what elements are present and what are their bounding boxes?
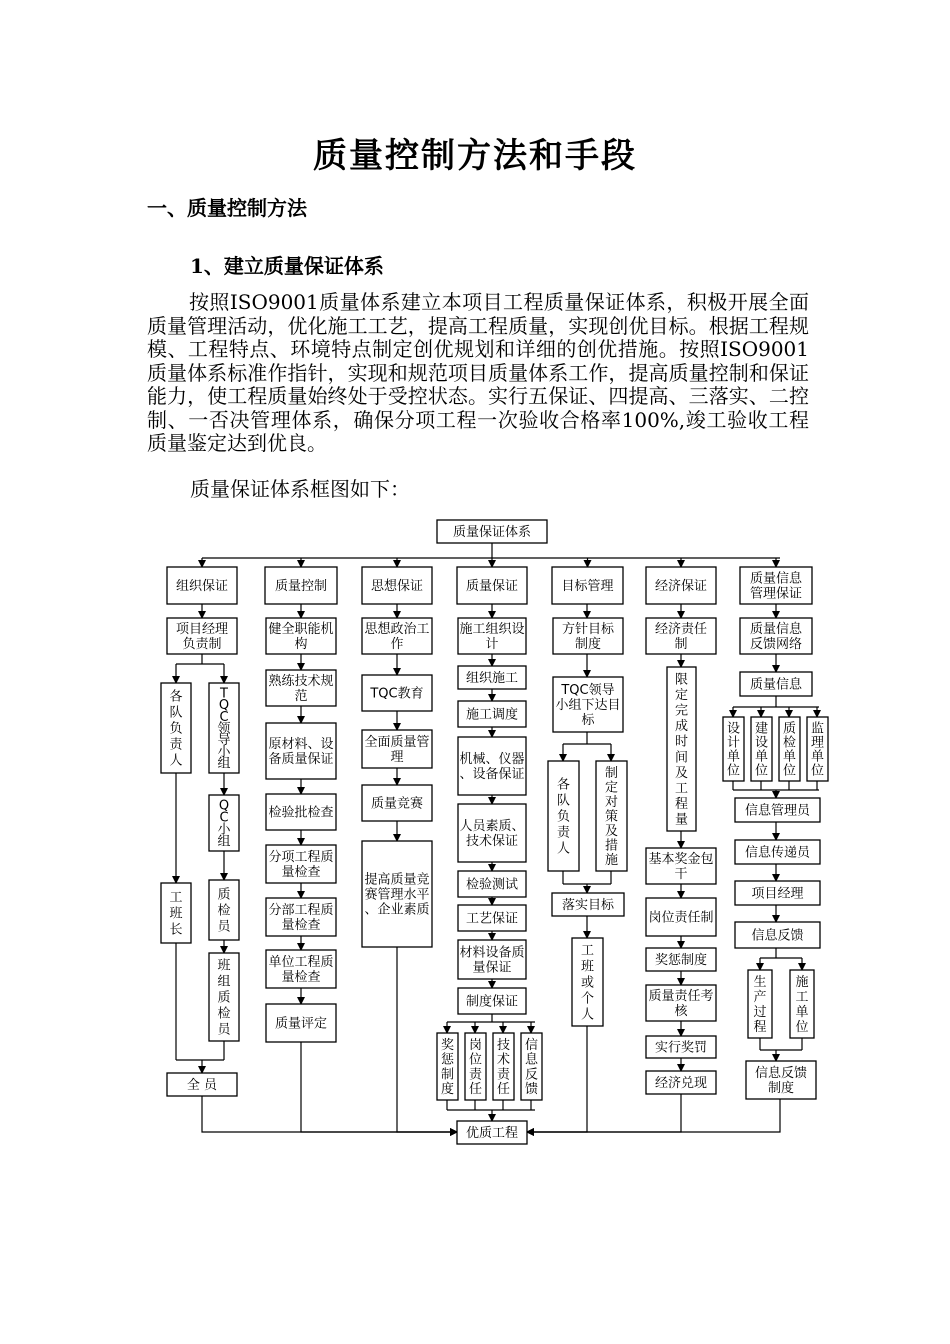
- col1-right3: [209, 880, 239, 940]
- col2-box2-label: 熟练技术规范: [268, 674, 334, 704]
- col6-box6: [646, 1036, 716, 1058]
- col3-head: [362, 567, 432, 604]
- col4-box3-label: 施工调度: [465, 707, 519, 723]
- col6-vertical: [667, 667, 696, 831]
- col6-box7-label: 经济兑现: [654, 1076, 708, 1091]
- col6-head: [646, 567, 716, 604]
- col4-box2: [458, 666, 526, 689]
- col4-box1-label: 施工组织设计: [459, 622, 525, 652]
- col5-left: [548, 761, 579, 871]
- col4-sub2-label: 岗位责任: [468, 1037, 483, 1098]
- body-paragraph: 按照ISO9001质量体系建立本项目工程质量保证体系，积极开展全面质量管理活动，优化施工工艺，提高工程质量，实现创优目标。根据工程规模、工程特点、环境特点制定创优规划和详细的创优措施。按照ISO9001质量体系标准作指针，实现和规范项目质量体系工作，提高质量控制和保证能力，使工程质量始终处于受控状态。实行五保证、四提高、三落实、二控制、一否决管理体系，确保分项工程一次验收合格率100%,竣工验收工程质量鉴定达到优良。: [147, 290, 809, 455]
- col1-head: [167, 567, 237, 604]
- col2-box6-label: 分部工程质量检查: [268, 903, 334, 933]
- col7-sub1: [748, 970, 772, 1038]
- col6-box4-label: 奖惩制度: [654, 953, 708, 968]
- connector-line: [527, 1099, 780, 1132]
- col1-left: [161, 683, 191, 773]
- col2-box7: [266, 950, 336, 988]
- col2-box7-label: 单位工程质量检查: [268, 955, 334, 985]
- col2-box4: [266, 794, 336, 830]
- col7-end-label: 信息反馈制度: [754, 1066, 808, 1096]
- col7-sub1-label: 生产过程: [753, 975, 767, 1035]
- col5-box4-label: 工班或个人: [580, 943, 595, 1023]
- col7-item2: [735, 840, 820, 864]
- col4-box9-label: 制度保证: [465, 994, 519, 1010]
- col4-sub3-label: 技术责任: [496, 1037, 511, 1098]
- col2-box4-label: 检验批检查: [268, 805, 334, 821]
- col6-box5-label: 质量责任考核: [648, 989, 714, 1019]
- col4-sub4-label: 信息反馈: [524, 1037, 539, 1098]
- col4-box5: [458, 804, 526, 862]
- col3-box1-label: 思想政治工作: [364, 622, 430, 652]
- col2-box3: [266, 723, 336, 779]
- col3-box5-label: 提高质量竞赛管理水平、企业素质: [364, 872, 430, 918]
- connector-line: [202, 1096, 457, 1132]
- col7-item4: [735, 922, 820, 948]
- col7-sub2-label: 施工单位: [795, 975, 809, 1035]
- col1-box1: [167, 618, 237, 654]
- col3-box3: [362, 730, 432, 768]
- col1-right2: [209, 795, 239, 851]
- col2-box5-label: 分项工程质量检查: [268, 850, 334, 880]
- col7-box1-label: 质量信息反馈网络: [749, 622, 803, 652]
- col1-right2-label: Q C 小组: [217, 798, 231, 850]
- root-box-label: 质量保证体系: [452, 525, 532, 540]
- col5-box3-label: 落实目标: [561, 898, 615, 913]
- col1-right1: [209, 683, 239, 773]
- section-heading: 一、质量控制方法: [147, 196, 307, 220]
- col7-item4-label: 信息反馈: [751, 928, 804, 944]
- col4-box6: [458, 871, 526, 897]
- subsection-heading: 1、建立质量保证体系: [190, 254, 384, 278]
- col7-unit3-label: 质检单位: [782, 721, 797, 779]
- col7-item1: [735, 798, 820, 822]
- col6-box1: [646, 618, 716, 654]
- col1-head-label: 组织保证: [175, 579, 229, 594]
- col5-box3: [552, 893, 624, 916]
- col1-end: [167, 1073, 237, 1096]
- col6-box4: [646, 948, 716, 971]
- col7-item3: [735, 881, 820, 905]
- col5-left-label: 各队负责人: [556, 777, 571, 857]
- col4-sub2: [465, 1033, 486, 1100]
- col2-head: [265, 567, 337, 604]
- col4-box8-label: 材料设备质量保证: [459, 945, 525, 976]
- col4-box5-label: 人员素质、技术保证: [459, 819, 525, 849]
- col7-unit1: [723, 717, 744, 781]
- col1-end-label: 全 员: [186, 1078, 218, 1093]
- page-title: 质量控制方法和手段: [313, 136, 637, 176]
- col1-right1-label: T Q C 领导小组: [217, 686, 231, 772]
- col7-unit1-label: 设计单位: [726, 721, 741, 779]
- col5-box1: [553, 618, 623, 654]
- col7-box2-label: 质量信息: [749, 677, 803, 693]
- connector-line: [301, 1042, 457, 1132]
- col7-sub2: [790, 970, 814, 1038]
- col6-box2: [646, 848, 716, 884]
- col3-box4: [362, 785, 432, 821]
- col5-box1-label: 方针目标制度: [561, 622, 615, 652]
- col7-head: [740, 567, 812, 604]
- col6-box6-label: 实行奖罚: [654, 1040, 708, 1056]
- col4-head-label: 质量保证: [465, 579, 519, 594]
- col7-item3-label: 项目经理: [751, 886, 804, 902]
- col7-unit4-label: 监理单位: [810, 721, 825, 779]
- col3-box1: [362, 618, 432, 654]
- col2-head-label: 质量控制: [274, 579, 328, 594]
- col4-box4: [458, 737, 526, 795]
- col2-box1: [266, 618, 336, 654]
- col4-box8: [458, 940, 526, 979]
- col7-item1-label: 信息管理员: [744, 803, 811, 819]
- diagram-caption: 质量保证体系框图如下：: [190, 477, 410, 501]
- col6-box5: [646, 985, 716, 1021]
- col4-sub3: [493, 1033, 514, 1100]
- col3-box4-label: 质量竞赛: [370, 796, 424, 812]
- col1-left-label: 各队负责人: [169, 689, 183, 769]
- col2-box5: [266, 845, 336, 883]
- col4-box3: [458, 701, 526, 727]
- col5-head-label: 目标管理: [561, 579, 614, 594]
- col1-right4-label: 班组质检员: [217, 958, 231, 1038]
- col4-box1: [458, 618, 526, 654]
- col5-box2: [553, 677, 623, 732]
- bottom-box-label: 优质工程: [465, 1126, 519, 1141]
- col7-unit2-label: 建设单位: [754, 721, 769, 779]
- col6-box3-label: 岗位责任制: [648, 910, 714, 926]
- col3-box2-label: TQC教育: [370, 686, 424, 702]
- col5-box2-label: TQC领导小组下达目标: [555, 683, 621, 728]
- col4-box7: [458, 905, 526, 931]
- col4-box9: [458, 988, 526, 1014]
- col7-end: [746, 1061, 816, 1099]
- col2-box8-label: 质量评定: [274, 1016, 328, 1032]
- col2-box1-label: 健全职能机构: [268, 622, 334, 652]
- col1-left-bottom: [161, 883, 191, 943]
- col3-box5: [362, 841, 432, 947]
- root-box: [437, 520, 547, 543]
- col4-box2-label: 组织施工: [465, 671, 519, 686]
- col3-head-label: 思想保证: [370, 579, 424, 594]
- col2-box2: [266, 670, 336, 706]
- col7-unit4: [807, 717, 828, 781]
- col1-right3-label: 质检员: [217, 887, 231, 935]
- col1-right4: [209, 953, 239, 1041]
- col1-box1-label: 项目经理负责制: [175, 622, 229, 652]
- col1-left-bottom-label: 工班长: [169, 890, 183, 938]
- col7-box2: [740, 672, 812, 696]
- col5-right-label: 制定对策及措施: [604, 765, 619, 869]
- col4-sub1: [437, 1033, 458, 1100]
- col7-item2-label: 信息传递员: [744, 845, 811, 861]
- col6-box3: [646, 898, 716, 936]
- bottom-box: [457, 1121, 527, 1144]
- col4-box6-label: 检验测试: [465, 877, 519, 893]
- col5-box4: [572, 938, 603, 1026]
- connector-line: [527, 1094, 681, 1132]
- col6-box7: [646, 1071, 716, 1094]
- col5-head: [552, 567, 623, 604]
- col3-box3-label: 全面质量管理: [364, 735, 430, 765]
- col6-head-label: 经济保证: [654, 579, 708, 594]
- col7-head-label: 质量信息管理保证: [749, 571, 803, 602]
- col4-sub1-label: 奖惩制度: [440, 1037, 455, 1098]
- col5-right: [596, 761, 627, 871]
- col7-unit3: [779, 717, 800, 781]
- col6-box2-label: 基本奖金包干: [648, 852, 714, 882]
- col6-box1-label: 经济责任制: [654, 622, 708, 652]
- col2-box8: [266, 1004, 336, 1042]
- col6-vertical-label: 限定完成时间及工程量: [674, 672, 689, 828]
- col7-unit2: [751, 717, 772, 781]
- col2-box3-label: 原材料、设备质量保证: [268, 737, 334, 767]
- col4-box7-label: 工艺保证: [465, 911, 519, 927]
- col7-box1: [740, 618, 812, 654]
- col2-box6: [266, 898, 336, 936]
- col4-head: [457, 567, 527, 604]
- col3-box2: [362, 675, 432, 711]
- col4-box4-label: 机械、仪器、设备保证: [459, 752, 525, 782]
- col4-sub4: [521, 1033, 542, 1100]
